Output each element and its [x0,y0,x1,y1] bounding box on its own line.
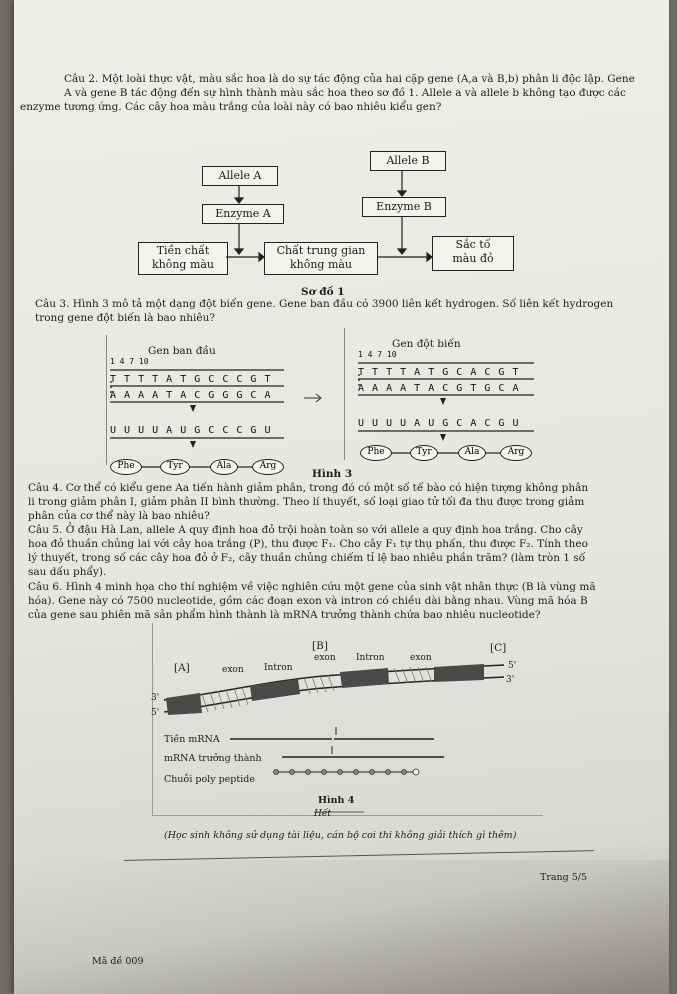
pre-mrna-label: Tiền mRNA [164,734,220,745]
mutant-ticks: 1 4 7 10 [358,350,397,359]
three-prime-right: 3' [506,675,515,685]
mut-aa-arg: Arg [500,445,532,461]
mature-mrna-label: mRNA trưởng thành [164,753,262,764]
q5-line-1: Câu 5. Ở đậu Hà Lan, allele A quy định hoa đỏ trội hoàn toàn so với allele a quy định hoa trắng. Cho cây [28,524,583,536]
original-top-strand: T T T T A T G C C C G T [110,374,272,385]
mut-aa-ala: Ala [458,445,486,461]
mut-aa-tyr: Tyr [410,445,438,461]
original-gene-title: Gen ban đầu [148,345,216,357]
original-ticks: 1 4 7 10 [110,357,149,366]
intron-2-label: Intron [356,653,385,663]
q5-line-3: lý thuyết, trong số các cây hoa đỏ ở F₂, cây thuần chủng chiếm tỉ lệ bao nhiêu phần trăm? (làm tròn 1 số [28,552,586,564]
q6-line-2: hóa). Gene này có 7500 nucleotide, gồm các đoạn exon và intron có chiều dài bằng nhau. Vùng mã hóa B [28,595,588,607]
end-mark: Hết [314,809,332,819]
exon-1-label: exon [222,665,244,675]
label-b: [B] [312,640,328,652]
q2-line-3: enzyme tương ứng. Các cây hoa màu trắng của loài này có bao nhiêu kiểu gen? [20,101,442,113]
label-a: [A] [174,662,190,674]
page-number: Trang 5/5 [540,872,588,883]
mut-aa-phe: Phe [360,445,392,461]
five-prime-right: 5' [508,661,517,671]
allele-a-box: Allele A [202,166,278,186]
figure-4-drawing [14,0,669,800]
exam-code: Mã đề 009 [92,956,144,967]
precursor-line-1: Tiền chất [156,244,210,257]
enzyme-a-box: Enzyme A [202,204,284,224]
diagram-1-caption: Sơ đồ 1 [301,286,345,298]
q3-line-2: trong gene đột biến là bao nhiêu? [35,312,215,324]
q2-line-2: A và gene B tác động đến sự hình thành màu sắc hoa theo sơ đồ 1. Allele a và allele b không tạo được các [64,87,626,99]
exam-page [14,0,669,994]
precursor-line-2: không màu [151,258,215,271]
q3-line-1: Câu 3. Hình 3 mô tả một dạng đột biến gene. Gene ban đầu có 3900 liên kết hydrogen. Số liên kết hydrogen [35,298,614,310]
orig-aa-phe: Phe [110,459,142,475]
enzyme-b-box: Enzyme B [362,197,446,217]
mutant-top-strand: T T T T A T G C A C G T [358,367,520,378]
mutant-gene-title: Gen đột biến [392,338,461,350]
q4-line-1: Câu 4. Cơ thể có kiểu gene Aa tiến hành giảm phân, trong đó có một số tế bào có hiện tượng không phân [28,482,589,494]
exam-note: (Học sinh không sử dụng tài liệu, cán bộ coi thi không giải thích gì thêm) [164,830,517,841]
original-bottom-strand: A A A A T A C G G G C A [110,390,272,401]
q5-line-4: sau dấu phẩy). [28,566,107,578]
mutant-bottom-strand: A A A A T A C G T G C A [358,383,520,394]
figure-3-caption: Hình 3 [312,468,353,480]
label-c: [C] [490,642,507,654]
five-prime-left: 5' [151,708,160,718]
figure-4-caption: Hình 4 [318,795,355,806]
q2-line-1: Câu 2. Một loài thực vật, màu sắc hoa là do sự tác động của hai cặp gene (A,a và B,b) phân li độc lập. Gene [64,73,635,85]
q5-line-2: hoa đỏ thuần chủng lai với cây hoa trắng (P), thu được F₁. Cho cây F₁ tự thụ phấn, thu được F₂. Tính theo [28,538,588,550]
intermediate-line-2: không màu [289,258,353,271]
exon-3-label: exon [410,653,432,663]
pigment-line-2: màu đỏ [452,252,494,265]
q4-line-3: phân của cơ thể này là bao nhiêu? [28,510,210,522]
q6-line-3: của gene sau phiên mã sản phẩm hình thành là mRNA trưởng thành chứa bao nhiêu nucleotide? [28,609,541,621]
intron-1-label: Intron [264,663,293,673]
polypeptide-label: Chuỗi poly peptide [164,774,255,785]
exon-2-label: exon [314,653,336,663]
intermediate-line-1: Chất trung gian [276,244,366,257]
q6-line-1: Câu 6. Hình 4 minh họa cho thí nghiệm về việc nghiên cứu một gene của sinh vật nhân thực (B là vùng mã [28,581,596,593]
allele-b-box: Allele B [370,151,446,171]
three-prime-left: 3' [151,693,160,703]
orig-aa-ala: Ala [210,459,238,475]
original-mrna: U U U U A U G C C C G U [110,425,272,436]
orig-aa-arg: Arg [252,459,284,475]
q4-line-2: li trong giảm phân I, giảm phân II bình thường. Theo lí thuyết, số loại giao tử tối đa thu được trong giảm [28,496,585,508]
pigment-line-1: Sắc tố [455,238,491,251]
mutant-mrna: U U U U A U G C A C G U [358,418,520,429]
orig-aa-tyr: Tyr [160,459,190,475]
